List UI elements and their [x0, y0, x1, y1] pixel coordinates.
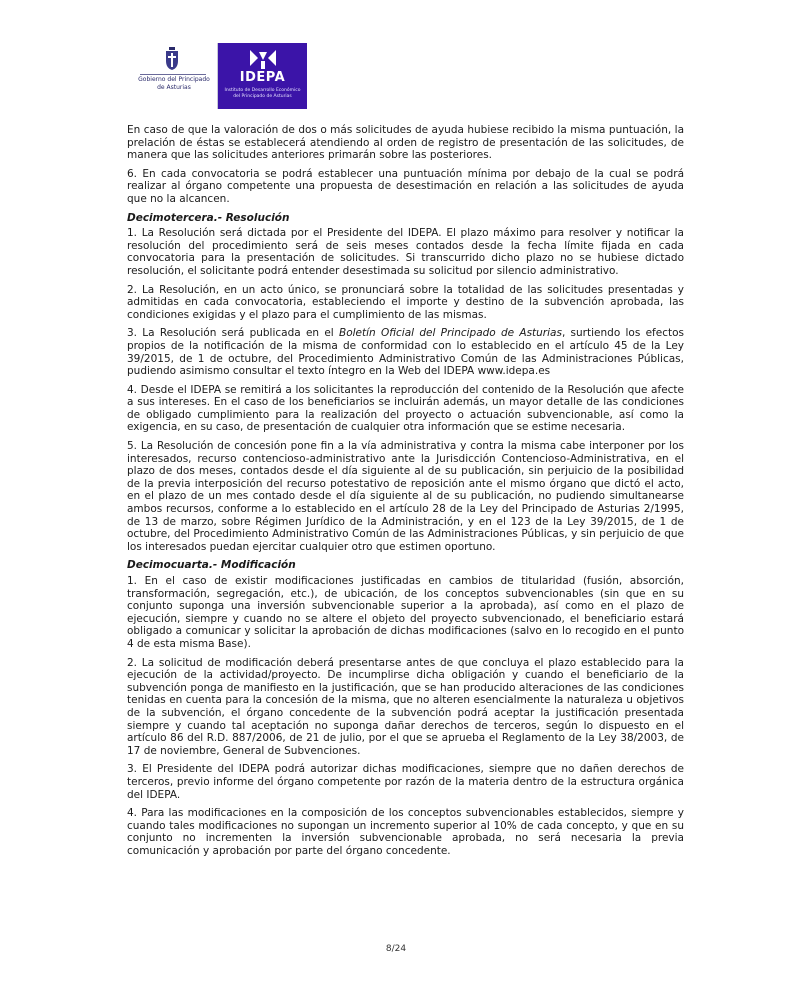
- paragraph: 3. El Presidente del IDEPA podrá autorizar dichas modificaciones, siempre que no dañen derechos de terceros, previo informe del órgano competente por razón de la materia dentro de la estructura orgánica del IDEPA.: [127, 763, 684, 801]
- idepa-name: IDEPA: [239, 70, 286, 85]
- paragraph: 2. La solicitud de modificación deberá presentarse antes de que concluya el plazo establecido para la ejecución de la actividad/proyecto. De incumplirse dicha obligación y cuando el beneficiario de la subvención ponga de manifiesto en la justificación, que se han producido alteraciones de las condiciones tenidas en cuenta para la concesión de la misma, que no alteren esencialmente la naturaleza u objetivos de la subvención, el órgano concedente de la subvención podrá aceptar la justificación presentada siempre y cuando tal aceptación no suponga dañar derechos de terceros, según lo dispuesto en el artículo 86 del R.D. 887/2006, de 21 de julio, por el que se aprueba el Reglamento de la Ley 38/2003, de 17 de noviembre, General de Subvenciones.: [127, 656, 684, 757]
- publication-name: Boletín Oficial del Principado de Asturias: [339, 327, 562, 340]
- paragraph: [127, 327, 684, 377]
- paragraph: 6. En cada convocatoria se podrá establecer una puntuación mínima por debajo de la cual se podrá realizar al órgano competente una propuesta de desestimación en relación a las solicitudes de ayuda que no la alcancen.: [127, 167, 684, 205]
- idepa-logo: [218, 43, 307, 109]
- government-logo-text: Gobierno del Principado de Asturias: [138, 76, 210, 91]
- crest-icon: [164, 47, 180, 71]
- paragraph-text: 3. La Resolución será publicada en el: [127, 327, 339, 340]
- page-number: 8/24: [385, 944, 407, 954]
- paragraph: 4. Desde el IDEPA se remitirá a los solicitantes la reproducción del contenido de la Resolución que afecte a sus intereses. En el caso de los beneficiarios se incluirán además, un mayor detalle de las condiciones de obligado cumplimiento para la realización del proyecto o actuación subvencionable, así como la exigencia, en su caso, de presentación de cualquier otra información que se estime necesaria.: [127, 383, 684, 434]
- divider-line: [140, 74, 206, 75]
- paragraph: 1. En el caso de existir modificaciones justificadas en cambios de titularidad (fusión, absorción, transformación, segregación, etc.), de ubicación, de los conceptos subvencionables (sin que en su conjunto suponga una inversión subvencionable superior a la aprobada), así como en el plazo de ejecución, siempre y cuando no se altere el objeto del proyecto subvencionado, el beneficiario estará obligado a comunicar y solicitar la aprobación de dichas modificaciones (salvo en lo recogido en el punto 4 de esta misma Base).: [127, 575, 684, 650]
- paragraph-text: , surtiendo los efectos propios de la notificación de la misma de conformidad con lo establecido en el artículo 45 de la Ley 39/2015, de 1 de octubre, del Procedimiento Administrativo Común de las Administraciones Públicas, pudiendo asimismo consultar el texto íntegro en la Web del IDEPA www.idepa.es: [127, 327, 684, 378]
- paragraph: 5. La Resolución de concesión pone fin a la vía administrativa y contra la misma cabe interponer por los interesados, recurso contencioso-administrativo ante la Jurisdicción Contencioso-Administrativa, en el plazo de dos meses, contados desde el día siguiente al de su publicación, sin perjuicio de la posibilidad de la previa interposición del recurso potestativo de reposición ante el mismo órgano que dictó el acto, en el plazo de un mes contado desde el día siguiente al de su publicación, no pudiendo simultanearse ambos recursos, conforme a lo establecido en el artículo 28 de la Ley del Principado de Asturias 2/1995, de 13 de marzo, sobre Régimen Jurídico de la Administración, y en el 123 de la Ley 39/2015, de 1 de octubre, del Procedimiento Administrativo Común de las Administraciones Públicas, y sin perjuicio de que los interesados puedan ejercitar cualquier otro que estimen oportuno.: [127, 440, 684, 553]
- page-header: [127, 43, 307, 109]
- paragraph: 2. La Resolución, en un acto único, se pronunciará sobre la totalidad de las solicitudes presentadas y admitidas en cada convocatoria, estableciendo el importe y destino de la subvención aprobada, las condiciones exigidas y el plazo para el cumplimiento de las mismas.: [127, 283, 684, 321]
- idepa-tagline: Instituto de Desarrollo Económico del Principado de Asturias: [224, 88, 301, 99]
- document-body: [127, 124, 684, 863]
- paragraph: 4. Para las modificaciones en la composición de los conceptos subvencionables establecidos, siempre y cuando tales modificaciones no supongan un incremento superior al 10% de cada concepto, y que en su conjunto no incrementen la inversión subvencionable aprobada, no será necesaria la previa comunicación y aprobación por parte del órgano concedente.: [127, 807, 684, 857]
- section-heading: Decimotercera.- Resolución: [127, 211, 290, 224]
- idepa-mark-icon: [248, 48, 278, 70]
- government-logo: [127, 43, 218, 109]
- paragraph: 1. La Resolución será dictada por el Presidente del IDEPA. El plazo máximo para resolver y notificar la resolución del procedimiento será de seis meses contados desde la fecha límite fijada en cada convocatoria para la presentación de solicitudes. Si transcurrido dicho plazo no se hubiese dictado resolución, el solicitante podrá entender desestimada su solicitud por silencio administrativo.: [127, 227, 684, 277]
- section-heading: Decimocuarta.- Modificación: [127, 559, 296, 572]
- paragraph: En caso de que la valoración de dos o más solicitudes de ayuda hubiese recibido la misma puntuación, la prelación de éstas se establecerá atendiendo al orden de registro de presentación de las solicitudes, de manera que las solicitudes anteriores primarán sobre las posteriores.: [127, 124, 684, 162]
